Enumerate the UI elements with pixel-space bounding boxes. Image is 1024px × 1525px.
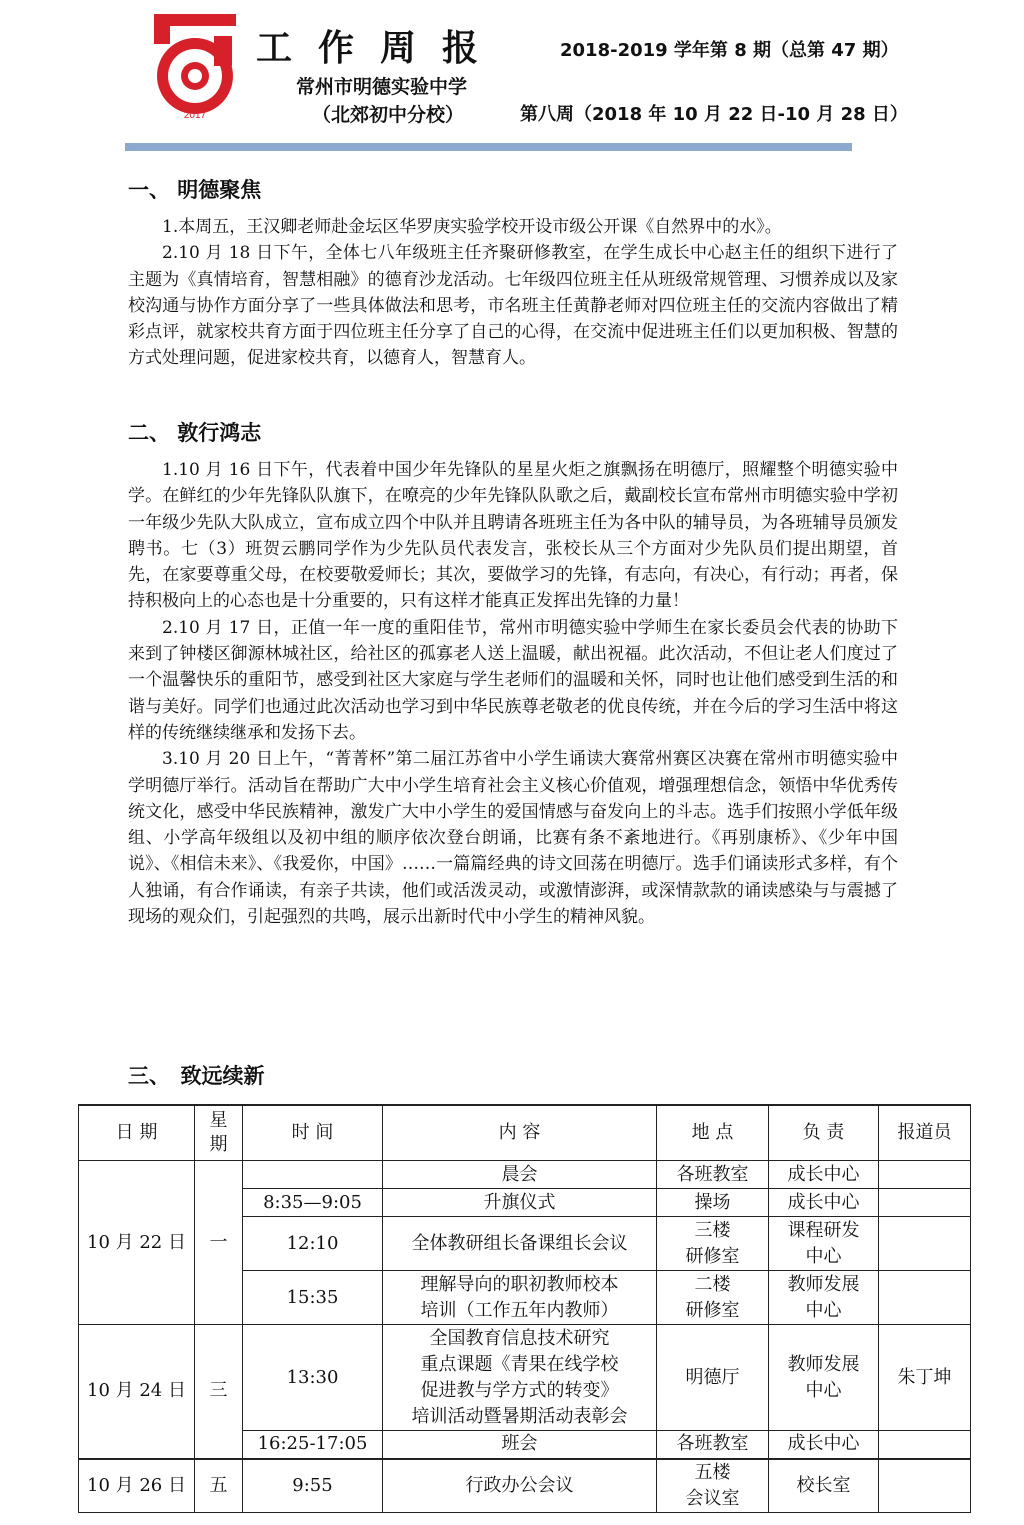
cell-date: 10 月 26 日	[79, 1459, 195, 1513]
issue-number: 2018-2019 学年第 8 期（总第 47 期）	[560, 40, 899, 61]
cell-time: 16:25-17:05	[243, 1431, 383, 1459]
cell-date: 10 月 22 日	[79, 1161, 195, 1325]
col-location: 地 点	[657, 1105, 769, 1161]
page-title: 工作周报	[256, 28, 505, 69]
cell-owner: 成长中心	[769, 1161, 879, 1189]
section-heading-3: 三、 致远续新	[128, 1064, 265, 1088]
col-weekday: 星期	[195, 1105, 243, 1161]
cell-time	[243, 1161, 383, 1189]
col-owner: 负 责	[769, 1105, 879, 1161]
cell-time: 12:10	[243, 1217, 383, 1271]
cell-location: 明德厅	[657, 1325, 769, 1431]
cell-weekday: 五	[195, 1459, 243, 1513]
section-heading-1: 一、 明德聚焦	[128, 178, 262, 202]
cell-reporter	[879, 1459, 971, 1513]
week-range: 第八周（2018 年 10 月 22 日-10 月 28 日）	[520, 104, 908, 125]
schedule-table	[78, 1104, 971, 1513]
paragraph: 1.本周五，王汉卿老师赴金坛区华罗庚实验学校开设市级公开课《自然界中的水》。	[162, 217, 782, 237]
col-reporter: 报道员	[879, 1105, 971, 1161]
cell-owner: 成长中心	[769, 1431, 879, 1459]
cell-weekday: 一	[195, 1161, 243, 1325]
logo-year: 2017	[183, 110, 207, 121]
cell-location: 操场	[657, 1189, 769, 1217]
cell-time: 13:30	[243, 1325, 383, 1431]
col-date: 日 期	[79, 1105, 195, 1161]
cell-content: 理解导向的职初教师校本 培训（工作五年内教师）	[383, 1271, 657, 1325]
section-body-2	[128, 457, 898, 930]
section-body-1	[128, 214, 898, 372]
cell-time: 9:55	[243, 1459, 383, 1513]
cell-location: 三楼 研修室	[657, 1217, 769, 1271]
cell-reporter	[879, 1217, 971, 1271]
table-header-row	[79, 1105, 971, 1161]
cell-owner: 课程研发 中心	[769, 1217, 879, 1271]
cell-owner: 教师发展 中心	[769, 1325, 879, 1431]
cell-time: 8:35—9:05	[243, 1189, 383, 1217]
section-heading-2: 二、 敦行鸿志	[128, 421, 262, 445]
table-row	[79, 1325, 971, 1431]
paragraph: 3.10 月 20 日上午，“菁菁杯”第二届江苏省中小学生诵读大赛常州赛区决赛在常州市明德实验中学明德厅举行。活动旨在帮助广大中小学生培育社会主义核心价值观，增强理想信念，领悟中华优秀传统文化，感受中华民族精神，激发广大中小学生的爱国情感与奋发向上的斗志。选手们按照小学低年级组、小学高年级组以及初中组的顺序依次登台朗诵，比赛有条不紊地进行。《再别康桥》、《少年中国说》、《相信未来》、《我爱你，中国》……一篇篇经典的诗文回荡在明德厅。选手们诵读形式多样，有个人独诵，有合作诵读，有亲子共读，他们或活泼灵动，或激情澎湃，或深情款款的诵读感染与与震撼了现场的观众们，引起强烈的共鸣，展示出新时代中小学生的精神风貌。	[128, 749, 898, 928]
cell-content: 晨会	[383, 1161, 657, 1189]
school-name: 常州市明德实验中学	[296, 76, 468, 98]
cell-location: 各班教室	[657, 1161, 769, 1189]
table-row	[79, 1459, 971, 1513]
header-divider	[125, 143, 852, 151]
cell-location: 各班教室	[657, 1431, 769, 1459]
cell-owner: 校长室	[769, 1459, 879, 1513]
paragraph: 2.10 月 18 日下午，全体七八年级班主任齐聚研修教室，在学生成长中心赵主任的组织下进行了主题为《真情培育，智慧相融》的德育沙龙活动。七年级四位班主任从班级常规管理、习惯养成以及家校沟通与协作方面分享了一些具体做法和思考，市名班主任黄静老师对四位班主任的交流内容做出了精彩点评，就家校共育方面于四位班主任分享了自己的心得，在交流中促进班主任们以更加积极、智慧的方式处理问题，促进家校共育，以德育人，智慧育人。	[128, 243, 898, 369]
cell-date: 10 月 24 日	[79, 1325, 195, 1459]
school-logo	[150, 12, 240, 124]
cell-weekday: 三	[195, 1325, 243, 1459]
cell-reporter	[879, 1161, 971, 1189]
cell-content: 全国教育信息技术研究 重点课题《青果在线学校 促进教与学方式的转变》 培训活动暨暑期活动表彰会	[383, 1325, 657, 1431]
paragraph: 1.10 月 16 日下午，代表着中国少年先锋队的星星火炬之旗飘扬在明德厅，照耀整个明德实验中学。在鲜红的少年先锋队队旗下，在嘹亮的少年先锋队队歌之后，戴副校长宣布常州市明德实验中学初一年级少先队大队成立，宣布成立四个中队并且聘请各班班主任为各中队的辅导员，为各班辅导员颁发聘书。七（3）班贺云鹏同学作为少先队员代表发言，张校长从三个方面对少先队员们提出期望，首先，在家要尊重父母，在校要敬爱师长；其次，要做学习的先锋，有志向，有决心，有行动；再者，保持积极向上的心态也是十分重要的，只有这样才能真正发挥出先锋的力量！	[128, 460, 898, 612]
cell-owner: 教师发展 中心	[769, 1271, 879, 1325]
cell-content: 升旗仪式	[383, 1189, 657, 1217]
cell-location: 五楼 会议室	[657, 1459, 769, 1513]
branch-name: （北郊初中分校）	[312, 104, 465, 126]
cell-content: 班会	[383, 1431, 657, 1459]
col-content: 内 容	[383, 1105, 657, 1161]
cell-content: 行政办公会议	[383, 1459, 657, 1513]
col-time: 时 间	[243, 1105, 383, 1161]
paragraph: 2.10 月 17 日，正值一年一度的重阳佳节，常州市明德实验中学师生在家长委员会代表的协助下来到了钟楼区御源林城社区，给社区的孤寡老人送上温暖，献出祝福。此次活动，不但让老人们度过了一个温馨快乐的重阳节，感受到社区大家庭与学生老师们的温暖和关怀，同时也让他们感受到生活的和谐与美好。同学们也通过此次活动也学习到中华民族尊老敬老的优良传统，并在今后的学习生活中将这样的传统继续继承和发扬下去。	[128, 617, 898, 743]
cell-owner: 成长中心	[769, 1189, 879, 1217]
cell-content: 全体教研组长备课组长会议	[383, 1217, 657, 1271]
table-row	[79, 1161, 971, 1189]
cell-reporter	[879, 1189, 971, 1217]
cell-reporter	[879, 1431, 971, 1459]
cell-location: 二楼 研修室	[657, 1271, 769, 1325]
cell-time: 15:35	[243, 1271, 383, 1325]
cell-reporter	[879, 1271, 971, 1325]
cell-reporter: 朱丁坤	[879, 1325, 971, 1431]
